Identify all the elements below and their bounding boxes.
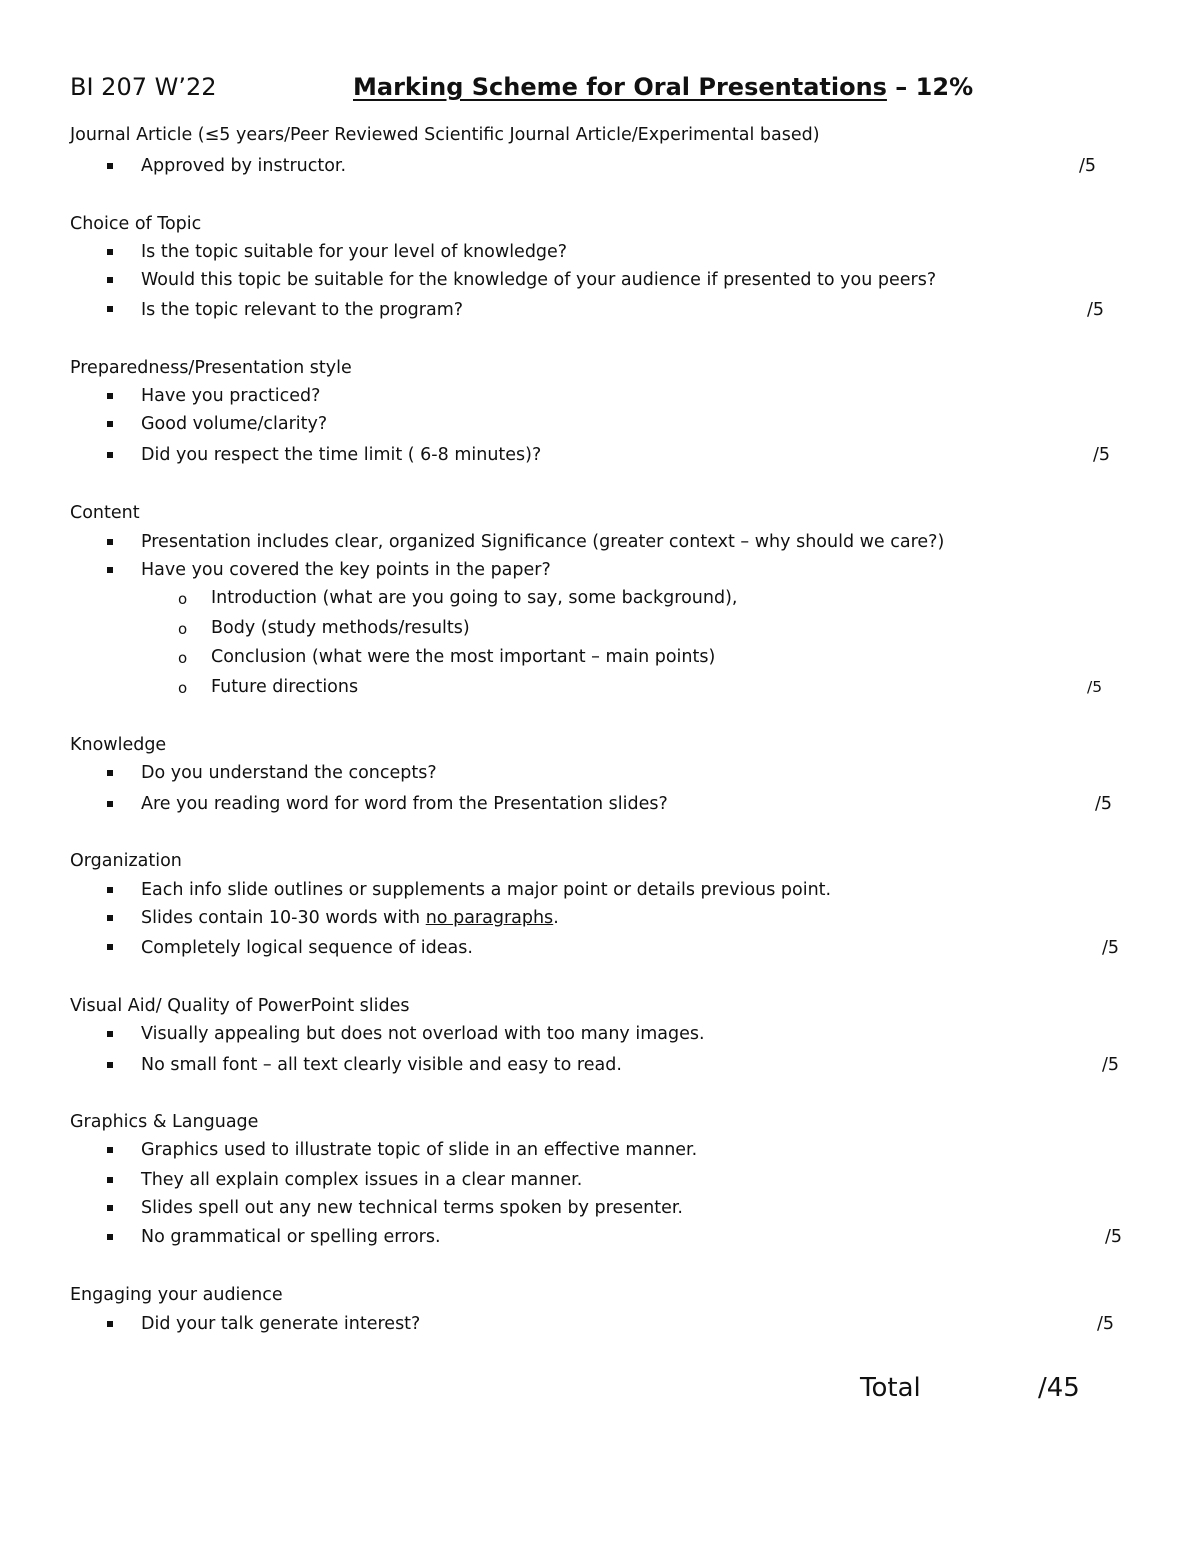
criterion-item: Are you reading word for word from the Presentation slides? [141, 794, 668, 814]
criterion-item: Good volume/clarity? [141, 414, 328, 434]
criterion-subitem: Body (study methods/results) [211, 618, 470, 638]
bullet-icon [107, 1205, 113, 1211]
criterion-item-emphasis: no paragraphs [425, 908, 554, 928]
bullet-icon [107, 249, 113, 255]
section-heading-content: Content [70, 503, 140, 523]
bullet-icon [107, 393, 113, 399]
criterion-item: Slides spell out any new technical terms spoken by presenter. [141, 1198, 683, 1218]
bullet-icon [107, 801, 113, 807]
bullet-icon [107, 770, 113, 776]
circle-bullet-icon: o [178, 649, 188, 667]
bullet-icon [107, 1147, 113, 1153]
criterion-item: Is the topic suitable for your level of knowledge? [141, 242, 568, 262]
bullet-icon [107, 915, 113, 921]
criterion-item: Each info slide outlines or supplements a major point or details previous point. [141, 880, 832, 900]
total-mark: /45 [1038, 1373, 1080, 1403]
section-heading-engaging-audience: Engaging your audience [70, 1285, 283, 1305]
criterion-item: Do you understand the concepts? [141, 763, 437, 783]
course-code: BI 207 W’22 [70, 73, 217, 101]
section-heading-visual-aid: Visual Aid/ Quality of PowerPoint slides [70, 996, 410, 1016]
section-mark: /5 [1105, 1227, 1123, 1247]
section-mark: /5 [1087, 300, 1105, 320]
bullet-icon [107, 1177, 113, 1183]
total-label: Total [860, 1373, 921, 1403]
section-heading-choice-of-topic: Choice of Topic [70, 214, 202, 234]
criterion-item: No grammatical or spelling errors. [141, 1227, 441, 1247]
criterion-item: No small font – all text clearly visible and easy to read. [141, 1055, 622, 1075]
section-mark: /5 [1095, 794, 1113, 814]
criterion-item: Visually appealing but does not overload with too many images. [141, 1024, 705, 1044]
bullet-icon [107, 1321, 113, 1327]
circle-bullet-icon: o [178, 620, 188, 638]
title-weight: – 12% [886, 73, 974, 101]
bullet-icon [107, 306, 113, 312]
bullet-icon [107, 277, 113, 283]
section-heading-preparedness: Preparedness/Presentation style [70, 358, 352, 378]
section-mark: /5 [1097, 1314, 1115, 1334]
title-text: Marking Scheme for Oral Presentations [353, 73, 887, 101]
bullet-icon [107, 1234, 113, 1240]
criterion-item: Graphics used to illustrate topic of slide in an effective manner. [141, 1140, 698, 1160]
criterion-item: Have you covered the key points in the paper? [141, 560, 551, 580]
bullet-icon [107, 539, 113, 545]
bullet-icon [107, 1062, 113, 1068]
criterion-item: Completely logical sequence of ideas. [141, 938, 473, 958]
criterion-item [141, 907, 559, 929]
criterion-item: Is the topic relevant to the program? [141, 300, 464, 320]
criterion-item: Would this topic be suitable for the knowledge of your audience if presented to you peers? [141, 270, 937, 290]
criterion-item-end: . [553, 908, 559, 928]
circle-bullet-icon: o [178, 679, 188, 697]
section-heading-organization: Organization [70, 851, 182, 871]
criterion-subitem: Conclusion (what were the most important – main points) [211, 647, 716, 667]
criterion-item-text: Slides contain 10-30 words with [141, 908, 426, 928]
section-mark: /5 [1079, 156, 1097, 176]
criterion-item: Did your talk generate interest? [141, 1314, 421, 1334]
section-heading-graphics-language: Graphics & Language [70, 1112, 259, 1132]
criterion-item: Presentation includes clear, organized Significance (greater context – why should we care?) [141, 532, 945, 552]
section-mark: /5 [1102, 1055, 1120, 1075]
criterion-item: Approved by instructor. [141, 156, 347, 176]
bullet-icon [107, 163, 113, 169]
page-title [353, 72, 973, 102]
circle-bullet-icon: o [178, 590, 188, 608]
criterion-item: They all explain complex issues in a clear manner. [141, 1170, 583, 1190]
section-mark: /5 [1102, 938, 1120, 958]
bullet-icon [107, 887, 113, 893]
bullet-icon [107, 452, 113, 458]
criterion-item: Did you respect the time limit ( 6-8 minutes)? [141, 445, 542, 465]
criterion-subitem: Introduction (what are you going to say, some background), [211, 588, 738, 608]
criterion-subitem: Future directions [211, 677, 359, 697]
bullet-icon [107, 944, 113, 950]
section-mark: /5 [1093, 445, 1111, 465]
section-heading-journal-article: Journal Article (≤5 years/Peer Reviewed Scientific Journal Article/Experimental based) [70, 125, 820, 145]
bullet-icon [107, 421, 113, 427]
section-heading-knowledge: Knowledge [70, 735, 167, 755]
bullet-icon [107, 567, 113, 573]
bullet-icon [107, 1031, 113, 1037]
section-mark: /5 [1087, 678, 1103, 696]
criterion-item: Have you practiced? [141, 386, 321, 406]
